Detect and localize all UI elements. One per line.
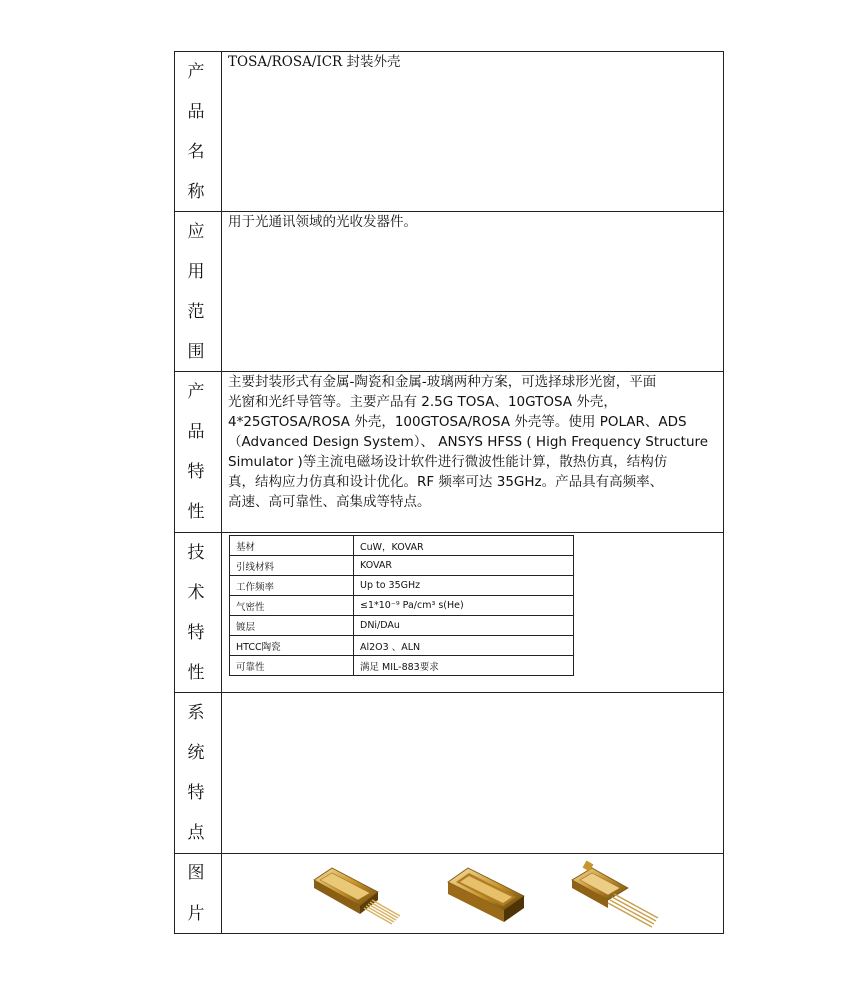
label-char: 点 — [187, 823, 205, 843]
feature-line: 主要封装形式有金属-陶瓷和金属-玻璃两种方案，可选择球形光窗，平面 — [228, 374, 657, 390]
product-features-text — [222, 372, 723, 532]
row-product-features — [174, 371, 724, 533]
row-label-product-name — [175, 52, 222, 211]
application-scope-text: 用于光通讯领域的光收发器件。 — [228, 214, 417, 230]
spec-value: DNi/DAu — [354, 616, 574, 636]
label-char: 系 — [187, 703, 205, 723]
row-label-product-features — [175, 372, 222, 532]
row-product-name — [174, 51, 724, 212]
label-char: 片 — [187, 904, 205, 924]
label-char: 图 — [187, 863, 205, 883]
row-system-features — [174, 692, 724, 854]
table-row — [230, 616, 574, 636]
table-row — [230, 536, 574, 556]
spec-key: 基材 — [230, 536, 354, 556]
row-label-technical-specs — [175, 533, 222, 692]
spec-value: KOVAR — [354, 556, 574, 576]
spec-value: Al2O3 、ALN — [354, 636, 574, 656]
gold-package-with-leads-image — [310, 862, 406, 930]
label-char: 品 — [187, 422, 205, 442]
spec-document — [174, 51, 724, 934]
label-char: 围 — [187, 342, 205, 362]
row-label-system-features — [175, 693, 222, 853]
feature-line: 光窗和光纤导管等。主要产品有 2.5G TOSA、10GTOSA 外壳， — [228, 394, 617, 410]
label-char: 产 — [187, 382, 205, 402]
row-label-pictures — [175, 854, 222, 933]
spec-value: 满足 MIL-883要求 — [354, 656, 574, 676]
table-row — [230, 556, 574, 576]
table-row — [230, 576, 574, 596]
gold-open-box-package-image — [444, 860, 528, 926]
spec-key: HTCC陶瓷 — [230, 636, 354, 656]
row-technical-specs — [174, 532, 724, 693]
label-char: 特 — [187, 462, 205, 482]
row-pictures — [174, 853, 724, 934]
table-row — [230, 636, 574, 656]
spec-table — [229, 535, 574, 676]
label-char: 范 — [187, 302, 205, 322]
spec-value: ≤1*10⁻⁹ Pa/cm³ s(He) — [354, 596, 574, 616]
spec-value: CuW，KOVAR — [354, 536, 574, 556]
feature-line: 4*25GTOSA/ROSA 外壳，100GTOSA/ROSA 外壳等。使用 POLAR、ADS — [228, 414, 687, 430]
label-char: 技 — [187, 543, 205, 563]
feature-line: Simulator )等主流电磁场设计软件进行微波性能计算，散热仿真，结构仿 — [228, 454, 668, 470]
spec-key: 气密性 — [230, 596, 354, 616]
label-char: 名 — [187, 142, 205, 162]
row-label-application-scope — [175, 212, 222, 371]
label-char: 品 — [187, 102, 205, 122]
gold-package-with-pins-image — [570, 858, 664, 930]
table-row — [230, 596, 574, 616]
label-char: 性 — [187, 663, 205, 683]
label-char: 产 — [187, 62, 205, 82]
spec-value: Up to 35GHz — [354, 576, 574, 596]
row-application-scope — [174, 211, 724, 372]
feature-line: 高速、高可靠性、高集成等特点。 — [228, 494, 431, 510]
spec-key: 引线材料 — [230, 556, 354, 576]
spec-key: 工作频率 — [230, 576, 354, 596]
feature-line: 真，结构应力仿真和设计优化。RF 频率可达 35GHz。产品具有高频率、 — [228, 474, 664, 490]
table-row — [230, 656, 574, 676]
label-char: 特 — [187, 623, 205, 643]
spec-key: 可靠性 — [230, 656, 354, 676]
feature-line: （Advanced Design System）、 ANSYS HFSS ( High Frequency Structure — [228, 434, 709, 450]
product-name-text: TOSA/ROSA/ICR 封装外壳 — [228, 54, 401, 70]
label-char: 性 — [187, 502, 205, 522]
label-char: 称 — [187, 182, 205, 202]
label-char: 应 — [187, 222, 205, 242]
spec-key: 镀层 — [230, 616, 354, 636]
label-char: 用 — [187, 262, 205, 282]
system-features-content — [222, 693, 723, 853]
label-char: 特 — [187, 783, 205, 803]
label-char: 统 — [187, 743, 205, 763]
label-char: 术 — [187, 583, 205, 603]
